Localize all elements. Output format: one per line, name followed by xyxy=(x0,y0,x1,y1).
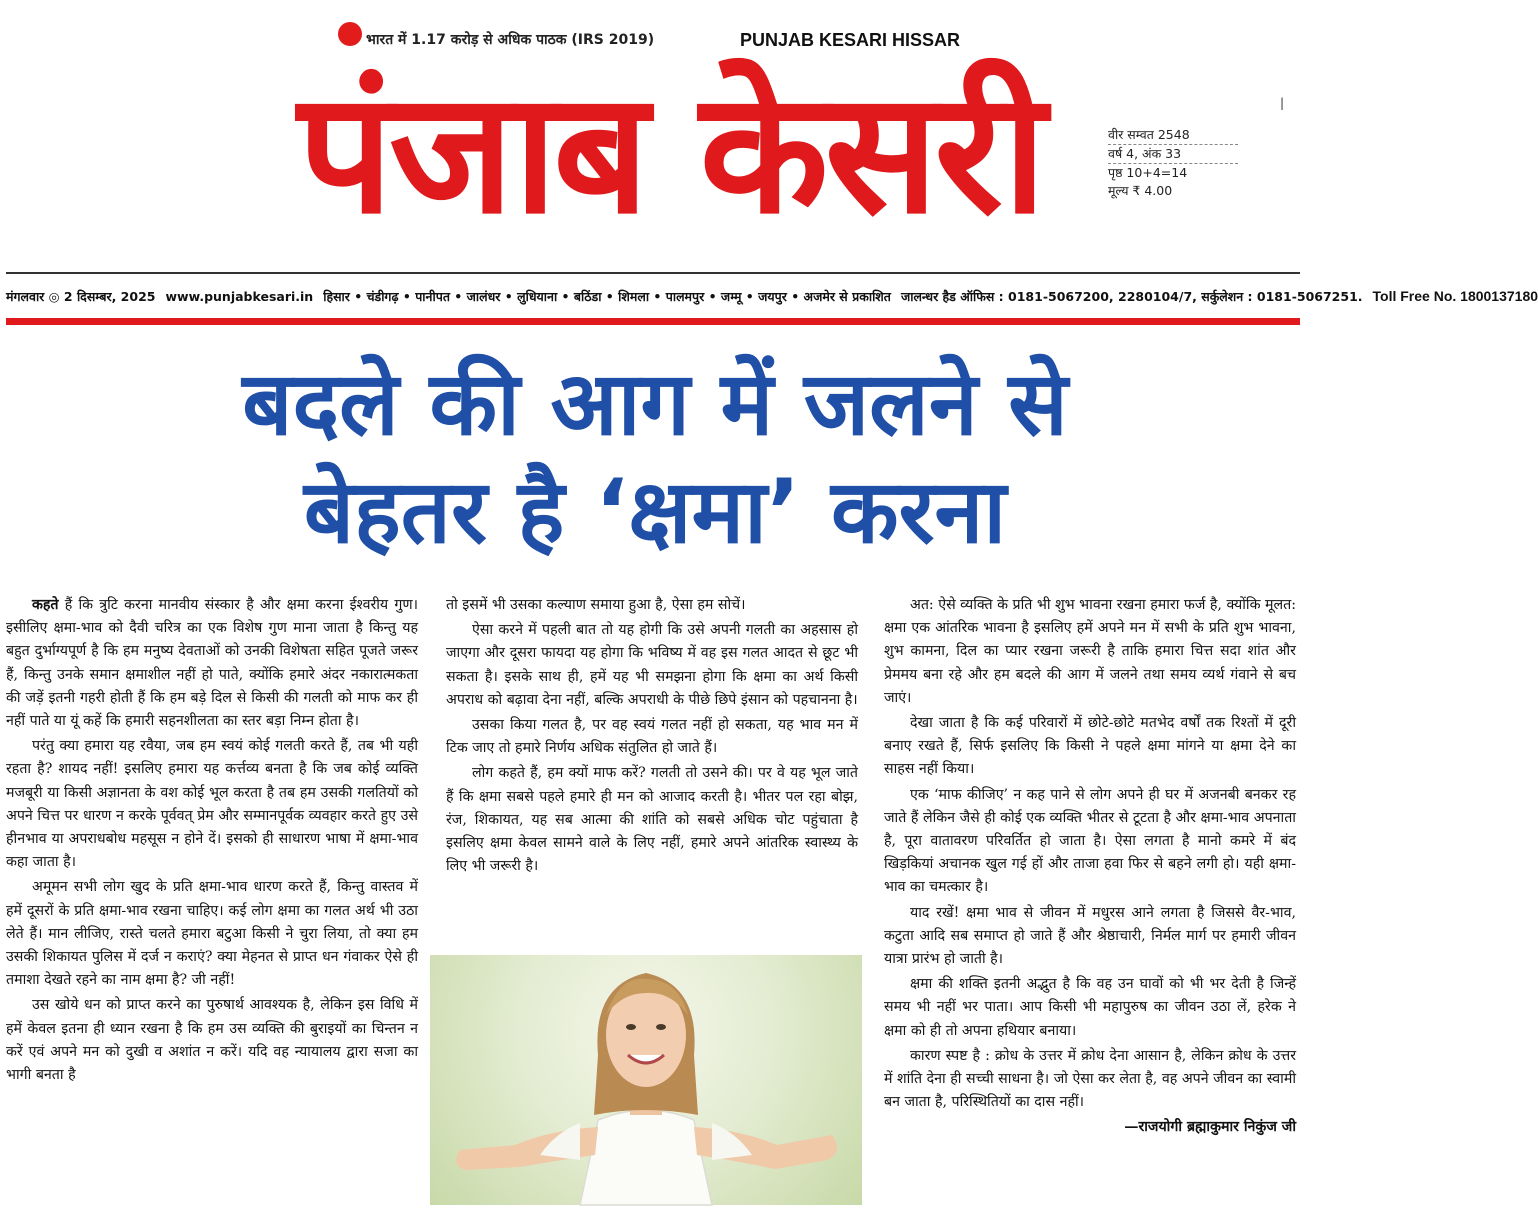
newspaper-logo: पंजाब केसरी xyxy=(297,55,1043,251)
paragraph: उस खोये धन को प्राप्त करने का पुरुषार्थ आवश्यक है, लेकिन इस विधि में हमें केवल इतना ही ध्यान रखना है कि हम उस व्यक्ति की बुराइयों का चिन्तन न करें एवं अपने मन को दुखी व अशांत न करें। यदि वह न्यायालय द्वारा सजा का भागी बनता है xyxy=(6,997,418,1084)
paragraph: परंतु क्या हमारा यह रवैया, जब हम स्वयं कोई गलती करते हैं, तब भी यही रहता है? शायद नहीं! इसलिए हमारा यह कर्त्तव्य बनता है कि जब कोई व्यक्ति मजबूरी या किसी अज्ञानता के वश कोई भूल करता है तब हम उसकी गलतियों को अपने चित्त पर धारण न करके पूर्ववत् प्रेम और सम्मानपूर्वक व्यवहार करते हुए उसे हीनभाव या अपराधबोध महसूस न होने दें। इसको ही साधारण भाषा में क्षमा-भाव कहा जाता है। xyxy=(6,738,418,871)
masthead xyxy=(0,0,1538,330)
woman-open-arms-illustration xyxy=(430,955,862,1205)
divider xyxy=(6,272,1300,274)
office-contacts: जालन्धर हैड ऑफिस : 0181-5067200, 2280104/7, सर्कुलेशन : 0181-5067251. xyxy=(900,288,1363,304)
paragraph: अमूमन सभी लोग खुद के प्रति क्षमा-भाव धारण करते हैं, किन्तु वास्तव में हमें दूसरों के प्रति क्षमा-भाव रखना चाहिए। कई लोग क्षमा का गलत अर्थ भी उठा लेते हैं। मान लीजिए, रास्ते चलते हमारा बटुआ किसी ने चुरा लिया, तो क्या हम उसकी शिकायत पुलिस में दर्ज न कराएं? क्या मेहनत से प्राप्त धन गंवाकर ऐसे ही तमाशा देखते रहने का नाम क्षमा है? जी नहीं! xyxy=(6,879,418,989)
paragraph: उसका किया गलत है, पर वह स्वयं गलत नहीं हो सकता, यह भाव मन में टिक जाए तो हमारे निर्णय अधिक संतुलित हो जाते हैं। xyxy=(446,717,858,757)
paragraph: कारण स्पष्ट है : क्रोध के उत्तर में क्रोध देना आसान है, लेकिन क्रोध के उत्तर में शांति देना ही सच्ची साधना है। जो ऐसा कर लेता है, वह अपने जीवन का स्वामी बन जाता है, परिस्थितियों का दास नहीं। xyxy=(884,1047,1296,1111)
toll-free-number: Toll Free No. 1800137180 xyxy=(1372,288,1538,304)
dateline xyxy=(6,284,1538,308)
paragraph: याद रखें! क्षमा भाव से जीवन में मधुरस आने लगता है जिससे वैर-भाव, कटुता आदि सब समाप्त हो जाते हैं और श्रेष्ठाचारी, निर्मल मार्ग पर हमारी जीवन यात्रा प्रारंभ हो जाती है। xyxy=(884,904,1296,968)
paragraph: लोग कहते हैं, हम क्यों माफ करें? गलती तो उसने की। पर वे यह भूल जाते हैं कि क्षमा सबसे पहले हमारे ही मन को आजाद करती है। भीतर पल रहा बोझ, रंज, शिकायत, यह सब आत्मा की शांति को सबसे अधिक चोट पहुंचाता है इसलिए क्षमा केवल सामने वाले के लिए नहीं, हमारे अपने आंतरिक स्वास्थ्य के लिए भी जरूरी है। xyxy=(446,765,858,875)
paragraph: ऐसा करने में पहली बात तो यह होगी कि उसे अपनी गलती का अहसास हो जाएगा और दूसरा फायदा यह होगा कि भविष्य में वह इस गलत आदत से छूट भी सकता है। इसके साथ ही, हमें यह भी समझना होगा कि क्षमा का अर्थ किसी अपराध को बढ़ावा देना नहीं, बल्कि अपराधी के पीछे छिपे इंसान को पहचानना है। xyxy=(446,622,858,708)
paragraph: अत: ऐसे व्यक्ति के प्रति भी शुभ भावना रखना हमारा फर्ज है, क्योंकि मूलत: क्षमा एक आंतरिक भावना है इसलिए हमें अपने मन में सभी के प्रति शुभ भावना, शुभ कामना, दिल का प्यार रखना जरूरी है ताकि हमारा चित्त सदा शांत और प्रेममय बना रहे और हम बदले की आग में जलने तथा समय व्यर्थ गंवाने से बच जाएं। xyxy=(884,597,1296,706)
article-column-2 xyxy=(446,594,858,944)
issue-pages: पृष्ठ 10+4=14 xyxy=(1108,163,1238,182)
paragraph: तो इसमें भी उसका कल्याण समाया हुआ है, ऐसा हम सोचें। xyxy=(446,597,746,613)
issue-date: मंगलवार ◎ 2 दिसम्बर, 2025 xyxy=(6,288,156,304)
website-link[interactable]: www.punjabkesari.in xyxy=(165,288,314,304)
edge-mark: | xyxy=(1280,96,1285,110)
paragraph: क्षमा की शक्ति इतनी अद्भुत है कि वह उन घावों को भी भर देती है जिन्हें समय भी नहीं भर पाता। आप किसी भी महापुरुष का जीवन उठा लें, हरेक ने क्षमा को ही तो अपना हथियार बनाया। xyxy=(884,976,1296,1039)
headline-line-2: बेहतर है ‘क्षमा’ करना xyxy=(303,460,1007,563)
readership-line: भारत में 1.17 करोड़ से अधिक पाठक (IRS 2019) xyxy=(366,32,655,48)
headline-line-1: बदले की आग में जलने से xyxy=(242,352,1068,455)
issue-info xyxy=(1108,126,1238,200)
red-divider xyxy=(6,318,1300,325)
paragraph xyxy=(6,594,418,733)
article-photo xyxy=(430,955,862,1205)
article-headline xyxy=(40,350,1270,566)
issue-era: वीर सम्वत 2548 xyxy=(1108,127,1190,142)
article-column-3 xyxy=(884,594,1296,1200)
lead-word: कहते xyxy=(32,597,59,613)
edition-name: PUNJAB KESARI HISSAR xyxy=(740,30,961,50)
paragraph: देखा जाता है कि कई परिवारों में छोटे-छोटे मतभेद वर्षों तक रिश्तों में दूरी बनाए रखते हैं, सिर्फ इसलिए कि किसी ने पहले क्षमा मांगने या क्षमा देने का साहस नहीं किया। xyxy=(884,715,1296,778)
published-cities: हिसार • चंडीगढ़ • पानीपत • जालंधर • लुधियाना • बठिंडा • शिमला • पालमपुर • जम्मू • जयपुर • अजमेर से प्रकाशित xyxy=(323,288,891,304)
issue-price: मूल्य ₹ 4.00 xyxy=(1108,183,1173,198)
paragraph: एक ‘माफ कीजिए’ न कह पाने से लोग अपने ही घर में अजनबी बनकर रह जाते हैं लेकिन जैसे ही कोई एक व्यक्ति भीतर से टूटता है और क्षमा-भाव अपनाता है, पूरा वातावरण परिवर्तित हो जाता है। ऐसा लगता है मानो कमरे में बंद खिड़कियां अचानक खुल गई हों और ताजा हवा फिर से बहने लगी हो। यही क्षमा-भाव का चमत्कार है। xyxy=(884,786,1296,896)
article-column-1 xyxy=(6,594,418,1200)
issue-volume: वर्ष 4, अंक 33 xyxy=(1108,144,1238,163)
paragraph-text: हैं कि त्रुटि करना मानवीय संस्कार है और क्षमा करना ईश्वरीय गुण। इसीलिए क्षमा-भाव को दैवी चरित्र का एक विशेष गुण माना जाता है किन्तु यह बहुत दुर्भाग्यपूर्ण है कि हम मनुष्य देवताओं को उनकी विशेषता सहित पूजते जरूर हैं, किन्तु उनके समान क्षमाशील नहीं हो पाते, क्योंकि हमारे अंदर नकारात्मकता की जड़ें इतनी गहरी होती हैं कि हम बड़े दिल से किसी की गलती को माफ कर ही नहीं पाते या यूं कहें कि हमारी सहनशीलता का स्तर बड़ा निम्न होता है। xyxy=(6,597,418,730)
author-byline: —राजयोगी ब्रह्माकुमार निकुंज जी xyxy=(1124,1119,1296,1136)
